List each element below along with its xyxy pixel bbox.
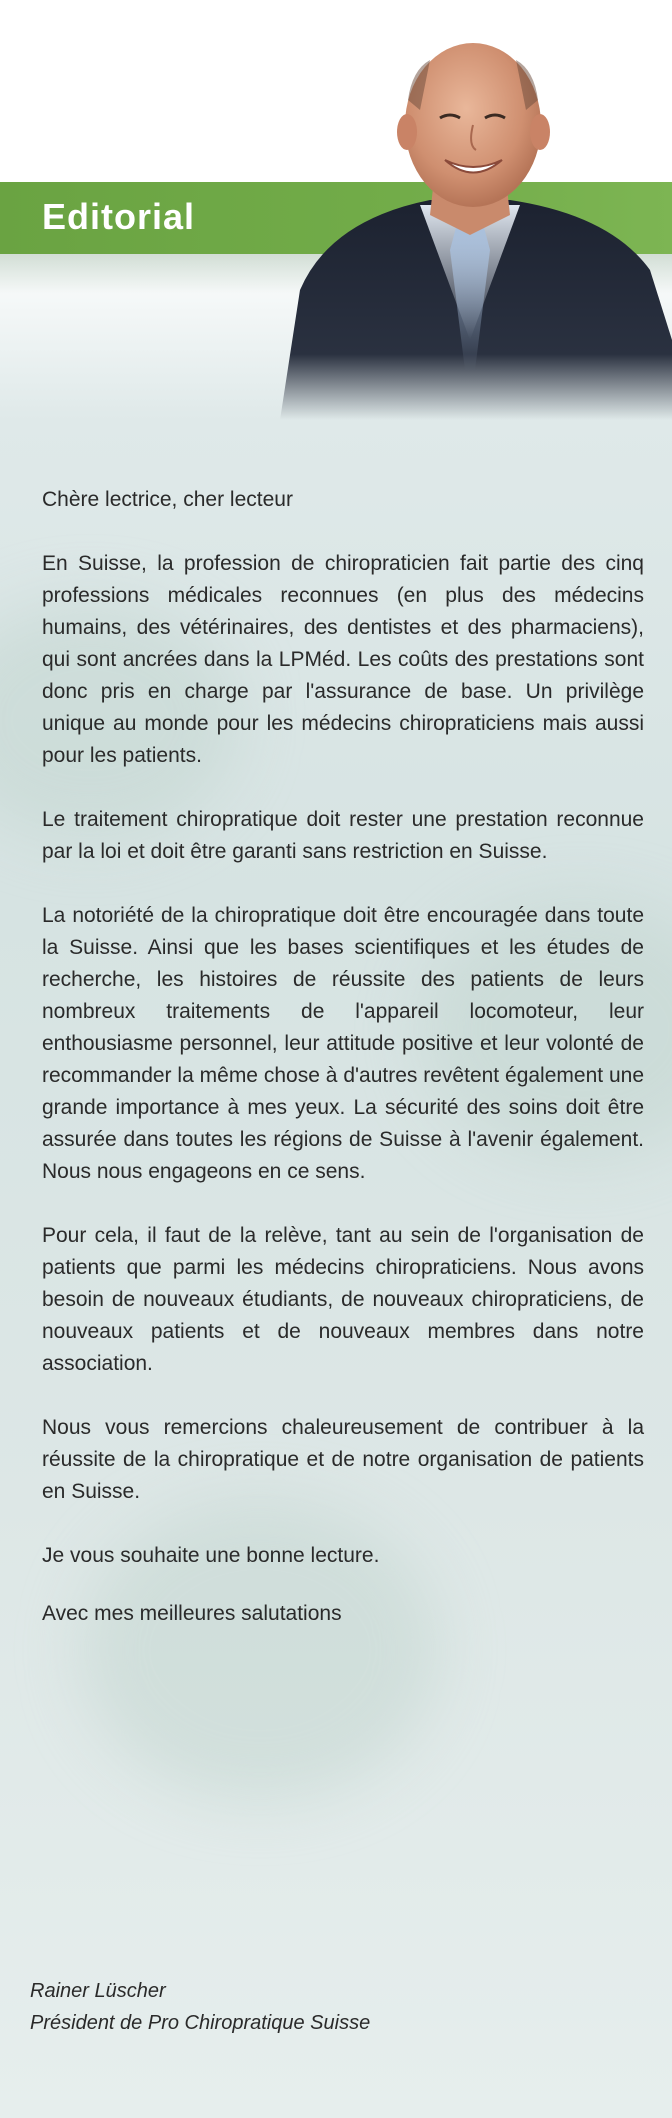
portrait-photo-icon bbox=[270, 40, 672, 420]
letter-paragraph: Pour cela, il faut de la relève, tant au sein de l'organisation de patients que parmi les médecins chiropraticiens. Nous avons besoin de nouveaux étudiants, de nouveaux chiropraticiens, de nouveaux patients et de nouveaux membres dans notre association. bbox=[42, 1224, 644, 1375]
signature-name: Rainer Lüscher bbox=[30, 1980, 166, 2002]
letter-paragraph: En Suisse, la profession de chiropraticien fait partie des cinq professions médicales reconnues (en plus des médecins humains, des vétérinaires, des dentistes et des pharmaciens), qui sont ancrées dans la LPMéd. Les coûts des prestations sont donc pris en charge par l'assurance de base. Un privilège unique au monde pour les médecins chiropraticiens mais aussi pour les patients. bbox=[42, 552, 644, 767]
signature-block bbox=[30, 1975, 370, 2039]
signature-role: Président de Pro Chiropratique Suisse bbox=[30, 2012, 371, 2034]
letter-salutation: Chère lectrice, cher lecteur bbox=[42, 488, 293, 511]
letter-closing: Avec mes meilleures salutations bbox=[42, 1602, 342, 1625]
letter-paragraph: Le traitement chiropratique doit rester une prestation reconnue par la loi et doit être garanti sans restriction en Suisse. bbox=[42, 808, 644, 863]
letter-paragraph: Nous vous remercions chaleureusement de contribuer à la réussite de la chiropratique et de notre organisation de patients en Suisse. bbox=[42, 1416, 644, 1503]
editorial-letter bbox=[42, 484, 644, 1662]
letter-paragraph: La notoriété de la chiropratique doit être encouragée dans toute la Suisse. Ainsi que les bases scientifiques et les études de recherche, les histoires de réussite des patients de leurs nombreux traitements de l'appareil locomoteur, leur enthousiasme personnel, leur attitude positive et leur volonté de recommander la même chose à d'autres revêtent également une grande importance à mes yeux. La sécurité des soins doit être assurée dans toutes les régions de Suisse à l'avenir également. Nous nous engageons en ce sens. bbox=[42, 904, 644, 1183]
letter-wish: Je vous souhaite une bonne lecture. bbox=[42, 1544, 380, 1567]
editorial-title: Editorial bbox=[42, 196, 196, 237]
